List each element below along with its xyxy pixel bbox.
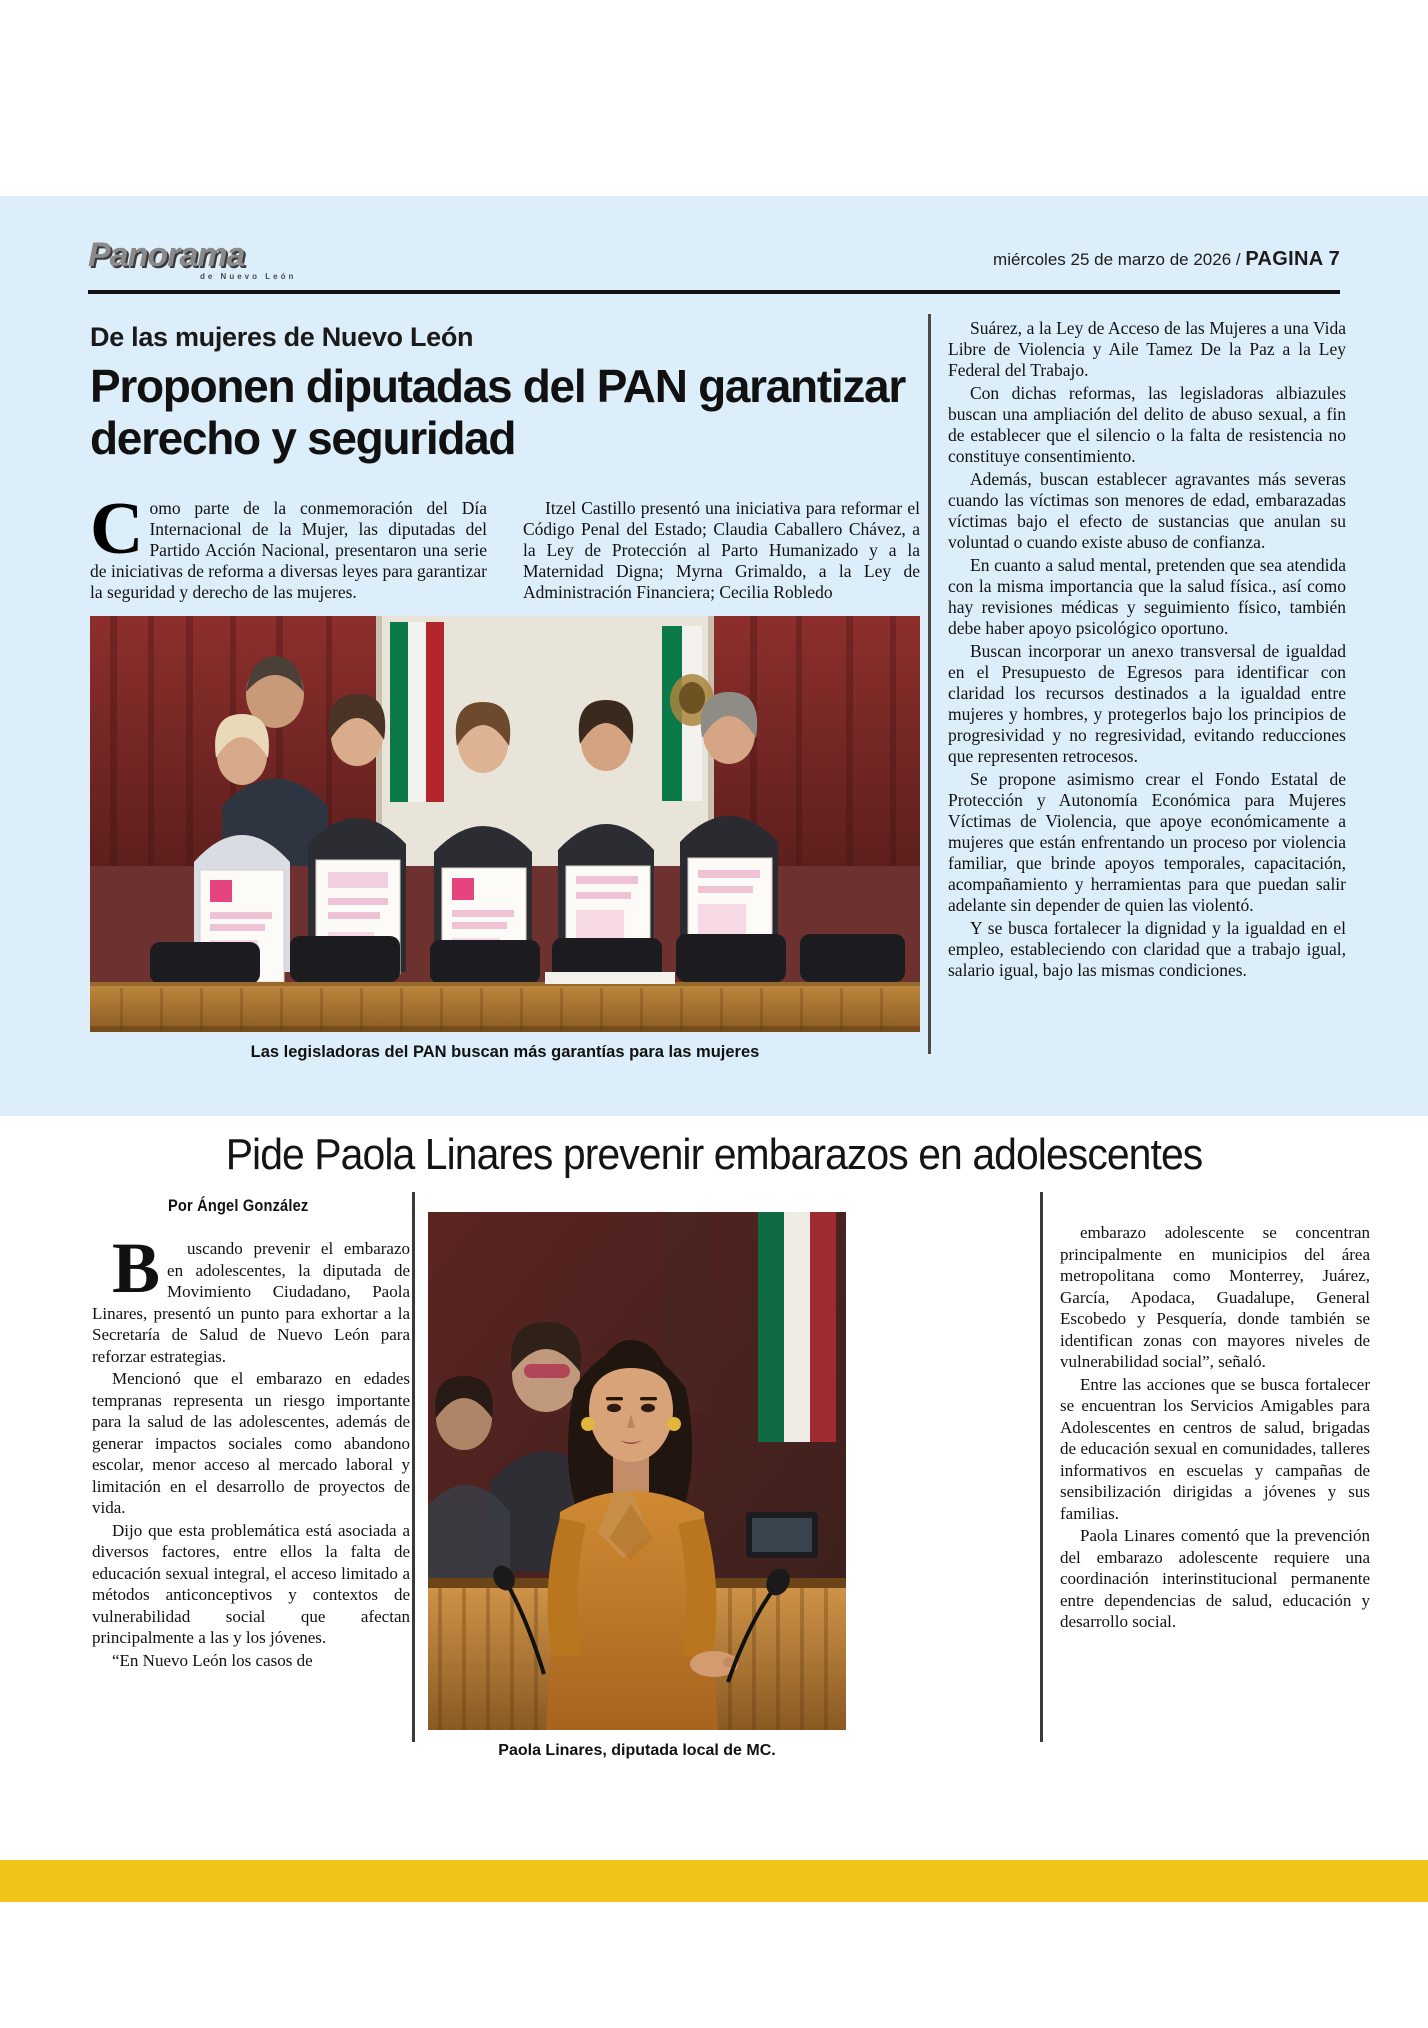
article2-left-paragraph: “En Nuevo León los casos de [112,1650,313,1670]
article2-right-paragraph: Paola Linares comentó que la prevención del embarazo adolescente requiere una coordinación interinstitucional permanente entre dependencias de salud, educación y desarrollo social. [1060,1526,1370,1631]
panorama-logo: Panorama [88,236,245,274]
article1-lead-paragraph-1: Como parte de la conmemoración del Día Internacional de la Mujer, las diputadas del Partido Acción Nacional, presentaron una serie de iniciativas de reforma a diversas leyes para garantizar la seguridad y derecho de las mujeres. [90,488,487,602]
article2-photo [428,1212,846,1730]
article2-photo-graphic [428,1212,846,1730]
article2-headline: Pide Paola Linares prevenir embarazos en adolescentes [225,1130,1203,1179]
article2-photo-caption: Paola Linares, diputada local de MC. [498,1742,776,1759]
article1-lead-columns [90,488,920,605]
article1-column-divider [928,314,931,1054]
article1-right-paragraph: En cuanto a salud mental, pretenden que sea atendida con la misma importancia que la salud física., así como hay revisiones médicas y seguimiento físico, también debe haber apoyo psicológico oportuno. [948,555,1346,638]
article1-photo-caption: Las legisladoras del PAN buscan más garantías para las mujeres [250,1043,760,1061]
article2-left-paragraph: Dijo que esta problemática está asociada a diversos factores, entre ellos la falta de educación sexual integral, el acceso limitado a métodos anticonceptivos y contextos de vulnerabilidad social que afectan principalmente a las y los jóvenes. [92,1520,410,1647]
article2-right-column [1060,1222,1370,1634]
article1-lead-col-1 [90,488,487,605]
article1-photo [90,616,920,1032]
page-number-label: PAGINA 7 [1245,248,1340,270]
article1-right-column [948,318,1346,983]
dateline [993,248,1340,271]
article1-right-paragraph: Se propone asimismo crear el Fondo Estatal de Protección y Autonomía Económica para Mujeres Víctimas de Violencia, que apoye económicamente a mujeres que están enfrentando un proceso por violencia familiar, que brinde apoyos temporales, capacitación, acompañamiento y herramientas para que puedan salir adelante sin depender de quien las violentó. [948,769,1346,915]
footer-color-bar [0,1860,1428,1902]
masthead-rule [88,290,1340,294]
article1-right-paragraph: Con dichas reformas, las legisladoras albiazules buscan una ampliación del delito de abuso sexual, a fin de establecer que el silencio o la falta de resistencia no constituye consentimiento. [948,383,1346,466]
article1-lead-col-2 [523,498,920,605]
article1-photo-graphic [90,616,920,1032]
article2-left-divider [412,1192,415,1742]
article2-byline: Por Ángel González [168,1196,309,1215]
article1-right-paragraph: Suárez, a la Ley de Acceso de las Mujeres a una Vida Libre de Violencia y Aile Tamez De la Paz a la Ley Federal del Trabajo. [948,318,1346,380]
article1-right-paragraph: Además, buscan establecer agravantes más severas cuando las víctimas son menores de edad, embarazadas víctimas bajo el efecto de sustancias que anulan su voluntad o cuando existe abuso de confianza. [948,469,1346,552]
article1-right-paragraph: Y se busca fortalecer la dignidad y la igualdad en el empleo, estableciendo con claridad que a trabajo igual, salario igual, bajo las mismas condiciones. [948,918,1346,980]
dateline-date: miércoles 25 de marzo de 2026 / [993,250,1241,269]
article2-right-paragraph: embarazo adolescente se concentran principalmente en municipios del área metropolitana como Monterrey, Juárez, García, Apodaca, Guadalupe, General Escobedo y Pesquería, donde también se identifican zonas con mayores niveles de vulnerabilidad social”, señaló. [1060,1223,1370,1371]
article1-right-paragraph: Buscan incorporar un anexo transversal de igualdad en el Presupuesto de Egresos para identificar con claridad los recursos destinados a la igualdad entre mujeres y hombres, y protegerlos bajo los principios de progresividad y no regresividad, evitando reducciones que representen retrocesos. [948,641,1346,766]
article1-lead-paragraph-2: Itzel Castillo presentó una iniciativa para reformar el Código Penal del Estado; Claudia Caballero Chávez, a la Ley de Protección al Parto Humanizado y a la Maternidad Digna; Myrna Grimaldo, a la Ley de Administración Financiera; Cecilia Robledo [523,498,920,602]
article2-left-column [92,1228,410,1672]
article2-left-paragraph: Mencionó que el embarazo en edades tempranas representa un riesgo importante para la salud de las adolescentes, además de generar impactos sociales como abandono escolar, menor acceso al mercado laboral y limitación en el desarrollo de proyectos de vida. [92,1369,410,1517]
article1-headline: Proponen diputadas del PAN garantizar derecho y seguridad [90,360,905,464]
article1-kicker: De las mujeres de Nuevo León [90,322,474,352]
masthead [88,236,1340,294]
article2-right-divider [1040,1192,1043,1742]
article2-right-paragraph: Entre las acciones que se busca fortalecer se encuentran los Servicios Amigables para Adolescentes en centros de salud, brigadas de educación sexual en comunidades, talleres informativos en escuelas y campañas de sensibilización dirigidas a jóvenes y sus familias. [1060,1374,1370,1523]
article2-left-paragraph: Buscando prevenir el embarazo en adolescentes, la diputada de Movimiento Ciudadano, Paola Linares, presentó un punto para exhortar a la Secretaría de Salud de Nuevo León para reforzar estrategias. [92,1228,410,1366]
panorama-logo-subtitle: de Nuevo León [200,272,297,281]
